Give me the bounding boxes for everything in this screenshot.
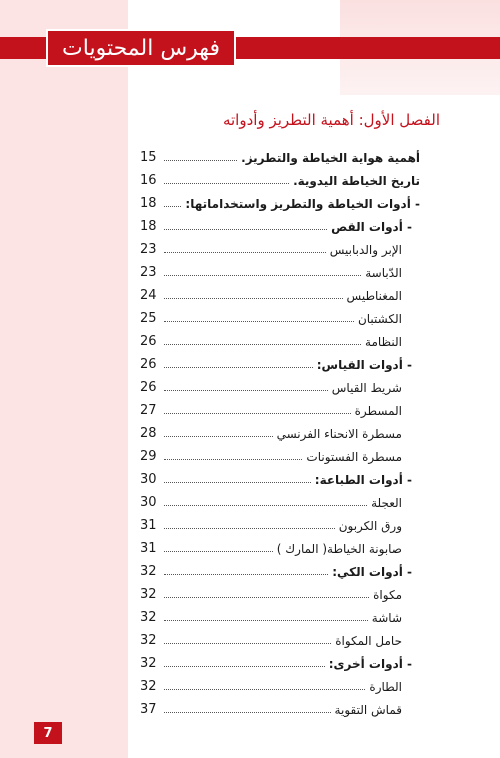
- toc-entry-page: 18: [140, 196, 157, 211]
- dot-leader: [164, 321, 354, 322]
- toc-entry-title: المسطرة: [354, 403, 402, 418]
- dot-leader: [164, 390, 328, 391]
- toc-entry-page: 32: [140, 656, 157, 671]
- dot-leader: [164, 551, 273, 552]
- dot-leader: [164, 666, 325, 667]
- toc-entry: [140, 192, 420, 215]
- dot-leader: [164, 206, 181, 207]
- toc-entry: [140, 445, 420, 468]
- toc-entry: [140, 261, 420, 284]
- toc-entry-page: 32: [140, 587, 157, 602]
- toc-entry: [140, 468, 420, 491]
- page-title: فهرس المحتويات: [46, 29, 236, 67]
- toc-entry-page: 28: [140, 426, 157, 441]
- toc-entry-title: الإبر والدبابيس: [329, 242, 402, 257]
- toc-entry-title: الطارة: [369, 679, 402, 694]
- toc-entry-page: 29: [140, 449, 157, 464]
- toc-entry-title: مسطرة الانحناء الفرنسي: [276, 426, 402, 441]
- dot-leader: [164, 505, 367, 506]
- toc-entry-title: العجلة: [371, 495, 402, 510]
- toc-entry-page: 32: [140, 610, 157, 625]
- dot-leader: [164, 183, 289, 184]
- toc-entry: [140, 284, 420, 307]
- toc-entry: [140, 146, 420, 169]
- dot-leader: [164, 413, 351, 414]
- toc-entry-page: 23: [140, 265, 157, 280]
- toc-entry: [140, 583, 420, 606]
- toc-entry: [140, 330, 420, 353]
- toc-entry: [140, 491, 420, 514]
- toc-entry-page: 26: [140, 380, 157, 395]
- toc-entry-page: 23: [140, 242, 157, 257]
- dot-leader: [164, 344, 361, 345]
- dot-leader: [164, 252, 326, 253]
- toc-entry-title: ورق الكربون: [338, 518, 402, 533]
- toc-entry-page: 25: [140, 311, 157, 326]
- toc-entry-page: 30: [140, 472, 157, 487]
- toc-entry-page: 32: [140, 679, 157, 694]
- toc-entry: [140, 698, 420, 721]
- dot-leader: [164, 459, 302, 460]
- toc-entry-title: تاريخ الخياطة اليدوية.: [293, 173, 420, 188]
- toc-entry: [140, 675, 420, 698]
- toc-entry-title: - أدوات أخرى:: [328, 656, 412, 671]
- toc-entry: [140, 169, 420, 192]
- toc-entry-page: 16: [140, 173, 157, 188]
- toc-entry-title: شاشة: [371, 610, 402, 625]
- toc-entry: [140, 606, 420, 629]
- toc-entry-title: مسطرة الفستونات: [306, 449, 402, 464]
- toc-entry-title: - أدوات القياس:: [316, 357, 412, 372]
- toc-entry-title: قماش التقوية: [334, 702, 402, 717]
- toc-entry-page: 26: [140, 334, 157, 349]
- toc-entry-title: الكشتبان: [357, 311, 402, 326]
- dot-leader: [164, 160, 237, 161]
- dot-leader: [164, 436, 273, 437]
- dot-leader: [164, 482, 311, 483]
- toc-entry: [140, 560, 420, 583]
- toc-entry-page: 26: [140, 357, 157, 372]
- toc-entry: [140, 215, 420, 238]
- toc-entry-title: مكواة: [373, 587, 402, 602]
- toc-entry: [140, 514, 420, 537]
- toc-entry: [140, 652, 420, 675]
- page-number: 7: [34, 722, 62, 744]
- dot-leader: [164, 528, 335, 529]
- toc-entry-page: 15: [140, 150, 157, 165]
- dot-leader: [164, 597, 369, 598]
- dot-leader: [164, 229, 327, 230]
- toc-entry-title: النظامة: [365, 334, 402, 349]
- dot-leader: [164, 367, 313, 368]
- toc-entry-page: 32: [140, 564, 157, 579]
- chapter-title: الفصل الأول: أهمية التطريز وأدواته: [222, 111, 440, 129]
- toc-entry-page: 31: [140, 518, 157, 533]
- toc-entry-title: المغناطيس: [346, 288, 402, 303]
- toc-entry: [140, 537, 420, 560]
- toc-entry-title: أهمية هواية الخياطة والتطريز.: [241, 150, 420, 165]
- toc-entry-page: 31: [140, 541, 157, 556]
- dot-leader: [164, 689, 365, 690]
- toc-entry-page: 18: [140, 219, 157, 234]
- toc-entry-page: 37: [140, 702, 157, 717]
- dot-leader: [164, 620, 368, 621]
- toc-entry-page: 24: [140, 288, 157, 303]
- dot-leader: [164, 574, 328, 575]
- toc-entry-title: شريط القياس: [331, 380, 402, 395]
- toc-entry-page: 30: [140, 495, 157, 510]
- dot-leader: [164, 643, 331, 644]
- toc-entry-page: 27: [140, 403, 157, 418]
- toc-entry-title: - أدوات القص: [331, 219, 412, 234]
- toc-entry: [140, 353, 420, 376]
- toc-entry-title: حامل المكواة: [335, 633, 402, 648]
- toc-entry: [140, 422, 420, 445]
- dot-leader: [164, 712, 331, 713]
- toc-entry-title: - أدوات الطباعة:: [314, 472, 412, 487]
- dot-leader: [164, 298, 343, 299]
- toc-entry: [140, 629, 420, 652]
- toc-entry-title: الدّباسة: [365, 265, 402, 280]
- table-of-contents: [140, 146, 420, 721]
- pink-side-band: [0, 0, 128, 758]
- dot-leader: [164, 275, 361, 276]
- toc-entry-title: - أدوات الخياطة والتطريز واستخداماتها:: [185, 196, 420, 211]
- toc-entry: [140, 238, 420, 261]
- toc-entry: [140, 307, 420, 330]
- toc-entry-page: 32: [140, 633, 157, 648]
- toc-entry-title: صابونة الخياطة( المارك ): [276, 541, 402, 556]
- toc-entry: [140, 399, 420, 422]
- toc-entry: [140, 376, 420, 399]
- toc-entry-title: - أدوات الكي:: [332, 564, 412, 579]
